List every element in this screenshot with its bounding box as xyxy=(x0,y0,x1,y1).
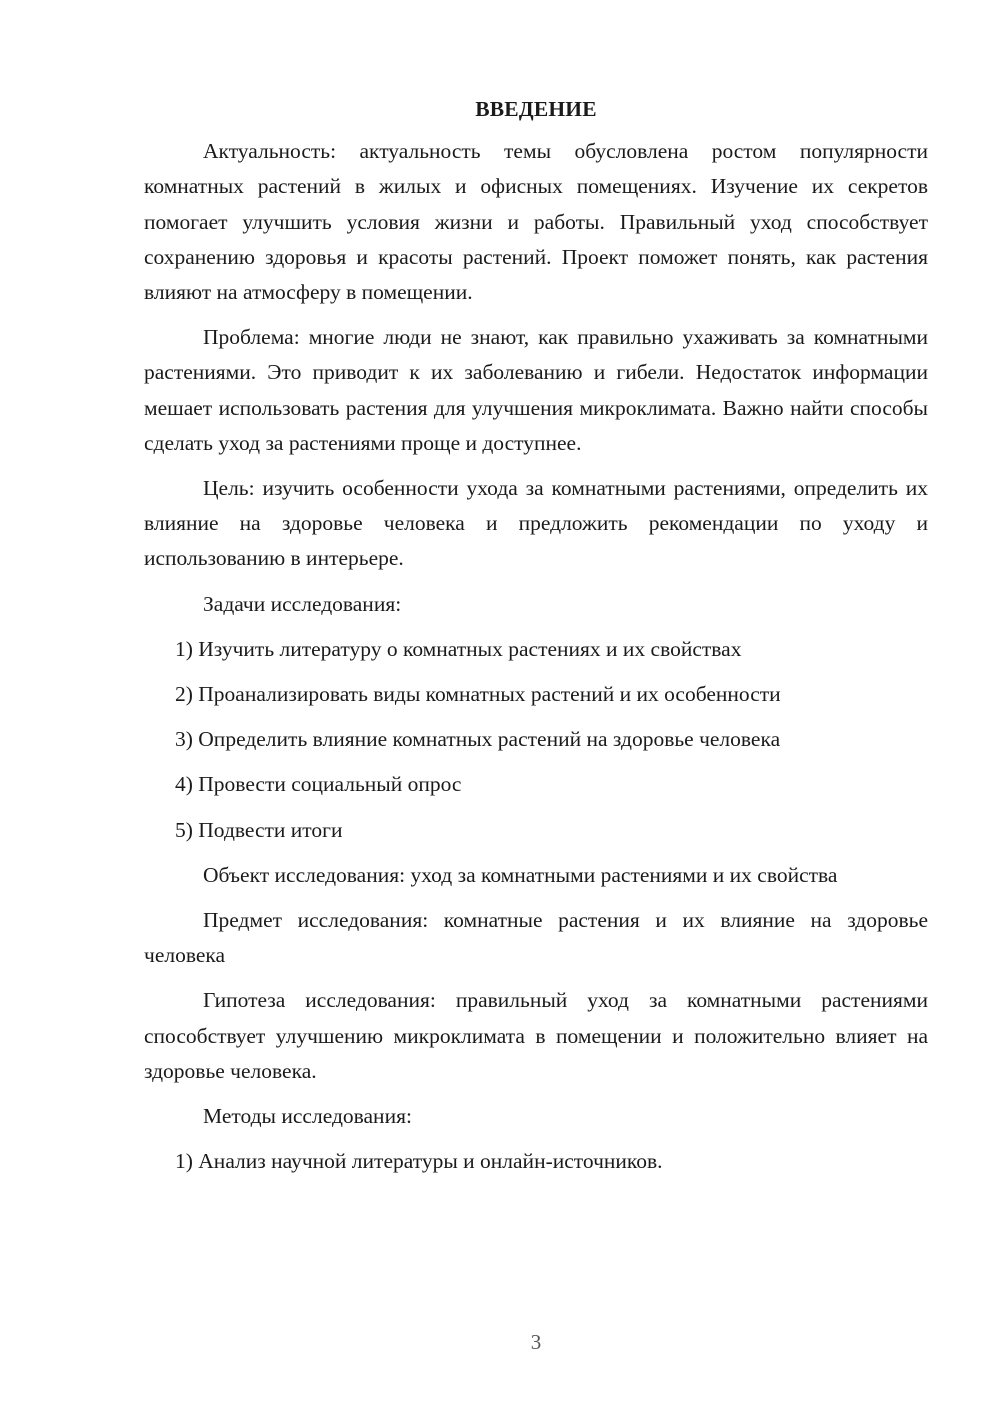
object-paragraph: Объект исследования: уход за комнатными растениями и их свойства xyxy=(203,862,838,887)
page-title: ВВЕДЕНИЕ xyxy=(475,97,597,121)
goal-paragraph: Цель: изучить особенности ухода за комнатными растениями, определить их влияние на здоровье человека и предложить рекомендации по уходу и использованию в интерьере. xyxy=(144,476,928,571)
tasks-heading: Задачи исследования: xyxy=(203,591,402,616)
task-item-1: 1) Изучить литературу о комнатных растениях и их свойствах xyxy=(175,636,742,661)
page-number: 3 xyxy=(530,1330,542,1354)
methods-heading: Методы исследования: xyxy=(203,1104,412,1129)
hypothesis-paragraph: Гипотеза исследования: правильный уход за комнатными растениями способствует улучшению микроклимата в помещении и положительно влияет на здоровье человека. xyxy=(144,988,928,1083)
task-item-4: 4) Провести социальный опрос xyxy=(175,772,462,797)
problem-paragraph: Проблема: многие люди не знают, как правильно ухаживать за комнатными растениями. Это приводит к их заболеванию и гибели. Недостаток информации мешает использовать растения для улучшения микроклимата. Важно найти способы сделать уход за растениями проще и доступнее. xyxy=(144,325,928,455)
task-item-2: 2) Проанализировать виды комнатных растений и их особенности xyxy=(175,682,781,707)
document-page xyxy=(144,92,928,1189)
subject-paragraph: Предмет исследования: комнатные растения и их влияние на здоровье человека xyxy=(144,908,928,968)
method-item-1: 1) Анализ научной литературы и онлайн-источников. xyxy=(175,1149,663,1174)
task-item-3: 3) Определить влияние комнатных растений на здоровье человека xyxy=(175,727,781,752)
task-item-5: 5) Подвести итоги xyxy=(175,817,343,842)
relevance-paragraph: Актуальность: актуальность темы обусловлена ростом популярности комнатных растений в жилых и офисных помещениях. Изучение их секретов помогает улучшить условия жизни и работы. Правильный уход способствует сохранению здоровья и красоты растений. Проект поможет понять, как растения влияют на атмосферу в помещении. xyxy=(144,139,928,305)
